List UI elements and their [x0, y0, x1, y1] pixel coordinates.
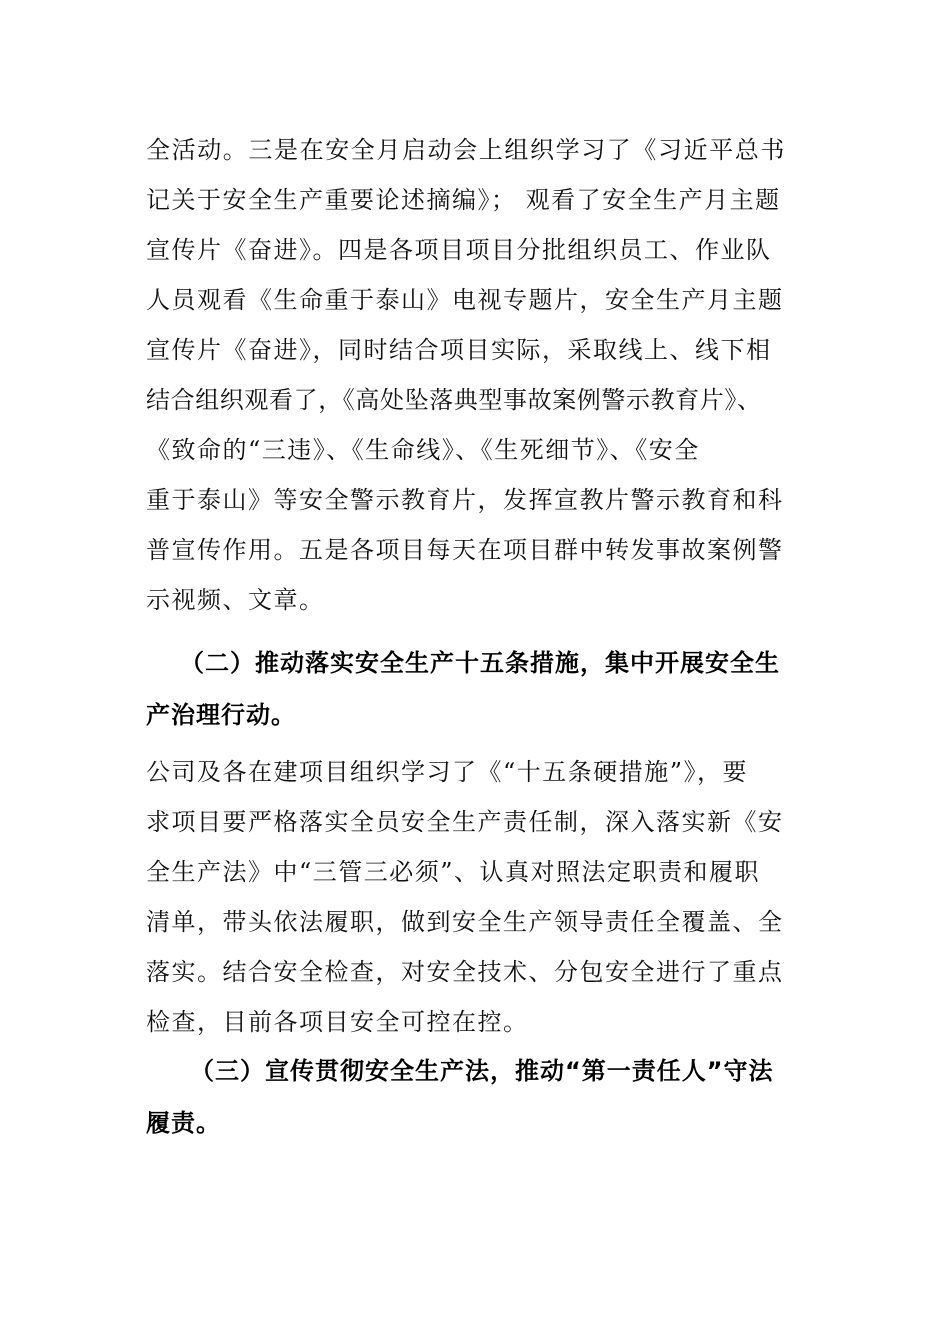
section-heading-three: [146, 1045, 810, 1149]
text-line: 示视频、文章。: [146, 586, 325, 614]
heading-line: （二）推动落实安全生产十五条措施，集中开展安全生: [180, 649, 780, 677]
text-line: 落实。结合安全检查，对安全技术、分包安全进行了重点: [146, 958, 784, 986]
text-line: 人员观看《生命重于泰山》电视专题片，安全生产月主题: [146, 286, 784, 314]
heading-line: 产治理行动。: [146, 701, 296, 729]
text-line: 结合组织观看了，《高处坠落典型事故案例警示教育片》、: [146, 386, 762, 414]
text-line: 普宣传作用。五是各项目每天在项目群中转发事故案例警: [146, 536, 784, 564]
text-line: 重于泰山》等安全警示教育片，发挥宣教片警示教育和科: [146, 486, 784, 514]
text-line: 全生产法》中“三管三必须”、认真对照法定职责和履职: [146, 858, 761, 886]
text-line: 求项目要严格落实全员安全生产责任制，深入落实新《安: [146, 808, 784, 836]
body-paragraph-activities: [146, 125, 810, 625]
text-line: 清单，带头依法履职，做到安全生产领导责任全覆盖、全: [146, 908, 784, 936]
heading-line: （三）宣传贯彻安全生产法，推动“第一责任人”守法: [190, 1057, 774, 1085]
text-line: 检查，目前各项目安全可控在控。: [146, 1008, 529, 1036]
section-heading-two: [146, 637, 810, 741]
text-line: 宣传片《奋进》。四是各项目项目分批组织员工、作业队: [146, 236, 772, 264]
text-line: 公司及各在建项目组织学习了《“十五条硬措施”》，要: [146, 758, 749, 786]
body-paragraph-fifteen-measures: [146, 747, 810, 1047]
text-line: 宣传片《奋进》，同时结合项目实际，采取线上、线下相: [146, 336, 772, 364]
text-line: 记关于安全生产重要论述摘编》； 观看了安全生产月主题: [146, 186, 781, 214]
heading-line: 履责。: [146, 1109, 221, 1137]
text-line: 全活动。三是在安全月启动会上组织学习了《习近平总书: [146, 136, 786, 164]
text-line: 《致命的“三违》、《生命线》、《生死细节》、《安全: [146, 436, 700, 464]
